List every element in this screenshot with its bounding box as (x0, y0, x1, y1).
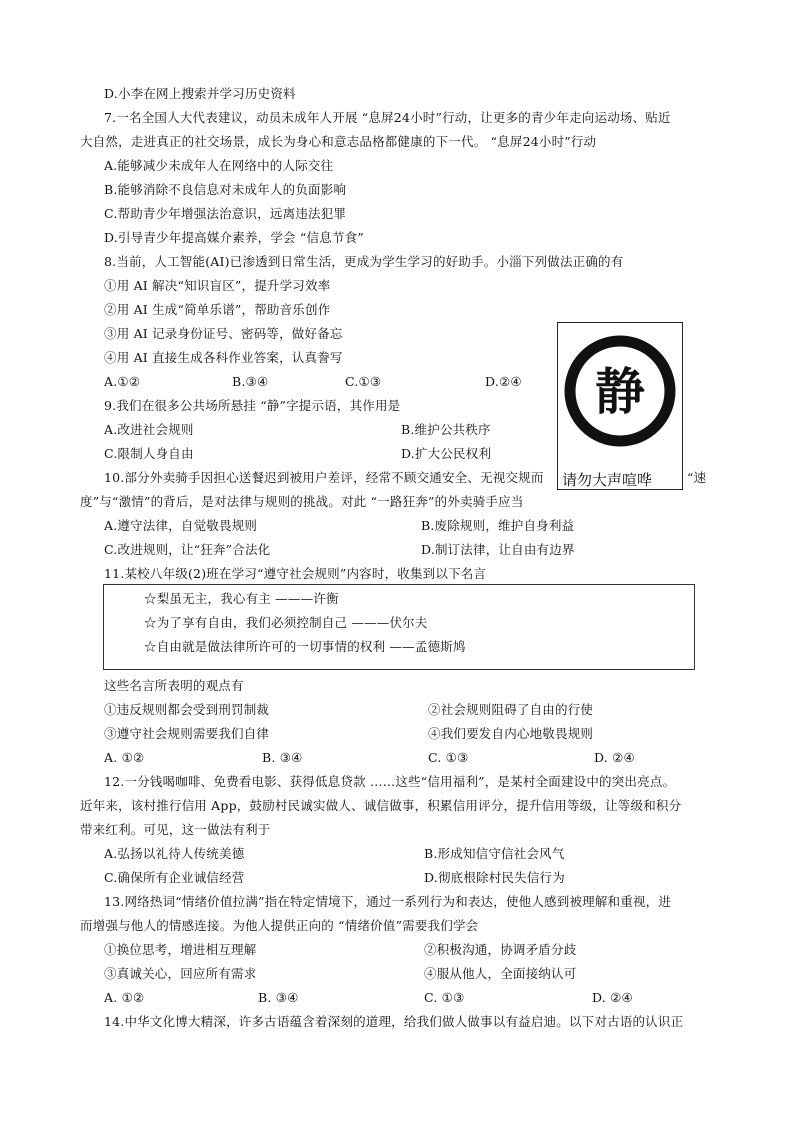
q10-stem-line2: 度”与“激情”的背后，是对法律与规则的挑战。对此 “一路狂奔”的外卖骑手应当 (80, 494, 524, 509)
q11-statement-3: ③遵守社会规则需要我们自律 (104, 726, 270, 741)
q7-stem-line2: 大自然，走进真正的社交场景，成长为身心和意志品格都健康的下一代。 “息屏24小时”行动 (80, 134, 597, 149)
q13-stem-line2: 而增强与他人的情感连接。为他人提供正向的 “情绪价值”需要我们学会 (80, 918, 479, 933)
q7-option-d: D.引导青少年提高媒介素养，学会 “信息节食” (104, 230, 364, 245)
quiet-sign-figure (557, 322, 683, 490)
q10-option-a: A.遵守法律，自觉敬畏规则 (104, 518, 258, 533)
q8-option-a: A.①② (104, 374, 141, 389)
q7-option-a: A.能够减少未成年人在网络中的人际交往 (104, 158, 334, 173)
q11-statement-2: ②社会规则阻碍了自由的行使 (428, 702, 594, 717)
q13-option-b: B. ③④ (258, 990, 299, 1005)
q11-option-b: B. ③④ (262, 750, 303, 765)
q11-quote-box (103, 584, 695, 670)
q13-statement-3: ③真诚关心，回应所有需求 (104, 966, 257, 981)
q8-option-b: B.③④ (232, 374, 269, 389)
q12-stem-line1: 12.一分钱喝咖啡、免费看电影、获得低息贷款 ……这些“信用福利”，是某村全面建设中的突出亮点。 (104, 774, 676, 789)
q8-statement-4: ④用 AI 直接生成各科作业答案，认真誊写 (104, 350, 343, 365)
q8-statement-3: ③用 AI 记录身份证号、密码等，做好备忘 (104, 326, 343, 341)
q11-quote-1: ☆梨虽无主，我心有主 ———许衡 (144, 591, 339, 606)
q8-stem: 8.当前，人工智能(AI)已渗透到日常生活，更成为学生学习的好助手。小淄下列做法正确的有 (104, 254, 624, 269)
q11-option-c: C. ①③ (428, 750, 469, 765)
q11-stem: 11.某校八年级(2)班在学习“遵守社会规则”内容时，收集到以下名言 (104, 566, 487, 581)
q8-option-c: C.①③ (345, 374, 382, 389)
q11-option-a: A. ①② (104, 750, 145, 765)
q11-statement-1: ①违反规则都会受到刑罚制裁 (104, 702, 270, 717)
q9-option-d: D.扩大公民权利 (401, 446, 492, 461)
q12-stem-line2: 近年来，该村推行信用 App，鼓励村民诚实做人、诚信做事，积累信用评分，提升信用等级，让等级和积分 (80, 798, 682, 813)
q8-statement-1: ①用 AI 解决“知识盲区”，提升学习效率 (104, 278, 331, 293)
q8-statement-2: ②用 AI 生成“简单乐谱”，帮助音乐创作 (104, 302, 331, 317)
q12-option-c: C.确保所有企业诚信经营 (104, 870, 245, 885)
q6-option-d: D.小李在网上搜索并学习历史资料 (104, 86, 296, 101)
q11-prompt: 这些名言所表明的观点有 (104, 678, 244, 693)
q9-stem: 9.我们在很多公共场所悬挂 “静”字提示语，其作用是 (104, 398, 401, 413)
q10-option-d: D.制订法律，让自由有边界 (421, 542, 575, 557)
q12-stem-line3: 带来红利。可见，这一做法有利于 (80, 822, 271, 837)
q12-option-d: D.彻底根除村民失信行为 (424, 870, 565, 885)
q12-option-b: B.形成知信守信社会风气 (424, 846, 565, 861)
q14-stem-line1: 14.中华文化博大精深，许多古语蕴含着深刻的道理，给我们做人做事以有益启迪。以下对古语的认识正 (104, 1014, 684, 1029)
q9-option-c: C.限制人身自由 (104, 446, 194, 461)
q11-quote-3: ☆自由就是做法律所许可的一切事情的权利 ——孟德斯鸠 (144, 639, 466, 654)
q13-option-d: D. ②④ (592, 990, 633, 1005)
q13-statement-1: ①换位思考，增进相互理解 (104, 942, 257, 957)
q7-option-c: C.帮助青少年增强法治意识，远离违法犯罪 (104, 206, 347, 221)
q13-statement-2: ②积极沟通，协调矛盾分歧 (424, 942, 577, 957)
quiet-sign-character: 静 (594, 363, 646, 421)
q13-option-c: C. ①③ (424, 990, 465, 1005)
q11-quote-2: ☆为了享有自由，我们必须控制自己 ———伏尔夫 (144, 615, 428, 630)
q13-option-a: A. ①② (104, 990, 145, 1005)
q7-stem-line1: 7.一名全国人大代表建议，动员未成年人开展 “息屏24小时”行动，让更多的青少年走向运动场、贴近 (104, 110, 671, 125)
q9-option-b: B.维护公共秩序 (401, 422, 491, 437)
q10-stem-line1: 10.部分外卖骑手因担心送餐迟到被用户差评，经常不顾交通安全、无视交规而 (104, 470, 544, 485)
q11-option-d: D. ②④ (594, 750, 635, 765)
q10-option-c: C.改进规则，让“狂奔”合法化 (104, 542, 271, 557)
quiet-sign-caption: 请勿大声喧哗 (562, 471, 653, 489)
q13-stem-line1: 13.网络热词“情绪价值拉满”指在特定情境下，通过一系列行为和表达，使他人感到被理解和重视，进 (104, 894, 672, 909)
q13-statement-4: ④服从他人，全面接纳认可 (424, 966, 577, 981)
q8-option-d: D.②④ (485, 374, 522, 389)
quiet-sign-circle-icon (558, 323, 682, 463)
q7-option-b: B.能够消除不良信息对未成年人的负面影响 (104, 182, 347, 197)
q12-option-a: A.弘扬以礼待人传统美德 (104, 846, 245, 861)
q10-stem-tail: “速 (687, 470, 707, 485)
q11-statement-4: ④我们要发自内心地敬畏规则 (428, 726, 594, 741)
q10-option-b: B.废除规则，维护自身利益 (421, 518, 575, 533)
q9-option-a: A.改进社会规则 (104, 422, 194, 437)
